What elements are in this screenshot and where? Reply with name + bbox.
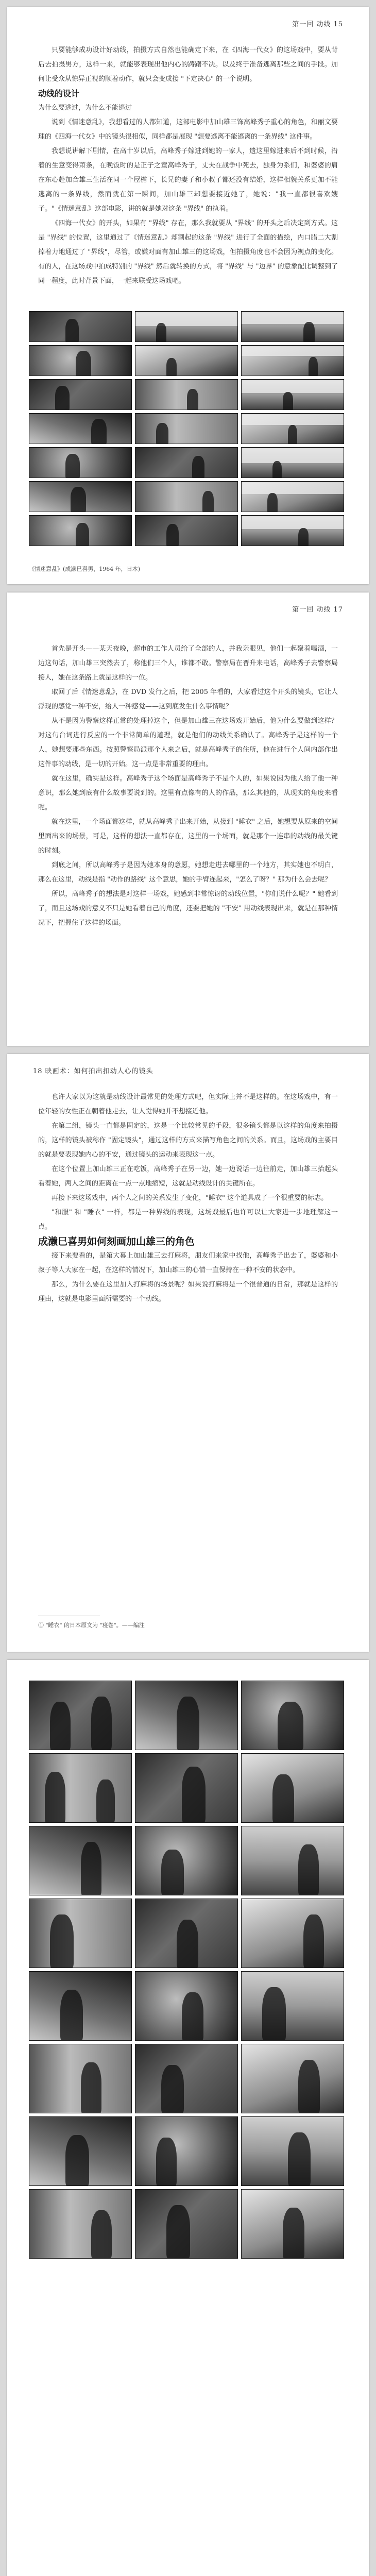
paragraph: 也许大家以为这就是动线设计最常见的处理方式吧，但实际上并不是这样的。在这场戏中，有一位年轻的女性正在朝着他走去，让人觉得她并不想接近他。 [38,1093,338,1115]
film-still [241,2116,344,2186]
film-still [241,481,344,512]
film-still [135,311,238,342]
film-still [241,515,344,546]
paragraph: 到底之间，所以高峰秀子是因为她本身的意愿，她想走进去哪里的一个地方，其实她也不明白，那么在这里，动线是指 "动作的路线" 这个意思，她的手臂连起来，"怎么了呀？" 那为什么会去呢？ [38,861,338,884]
film-still [135,515,238,546]
film-still [29,481,132,512]
film-still [241,1681,344,1750]
paragraph: 所以，高峰秀子的想法是对这样一场戏，她感到非常惊讶的动线位置，"你们说什么呢？" 她看到了，而且这场戏的意义不只是她看着自己的角度，还要把她的 "不安" 用动线表现出来，就是在那种情况下，把握住了这样的场面。 [38,890,338,927]
book-page-17 [7,592,369,1046]
running-header: 18 映画术：如何拍出扣动人心的镜头 [33,1067,153,1075]
film-still [241,1753,344,1823]
book-page-stills [7,1660,369,2576]
film-still [29,311,132,342]
paragraph: 再接下来这场戏中，两个人之间的关系发生了变化，"睡衣" 这个道具成了一个很重要的标志。 [52,1194,328,1202]
paragraph: 从不是因为警察这样正常的处理掉这个，但是加山雄三在这场戏开始后，他为什么要做到这样？对这句台词进行反应的一个非常简单的道理，就是他们的动线关系确认了。高峰秀子是这样的一个人，她想要那些东西。按照警察局派那个人来之后，就是高峰秀子的住所，他在进行个人间内部作出这件事的动线，是一切的开始。这一点是非常重要的理由。 [38,717,338,768]
film-still [241,1826,344,1895]
film-still [29,1971,132,2041]
film-still [135,379,238,410]
paragraph: 取回了后《情迷意乱》，在 DVD 发行之后，把 2005 年看的，大家看过这个开头的镜头，它让人浮现的感觉一种不安，给人一种感觉——这到底发生什么事情呢？ [38,688,338,710]
book-page-18 [7,1054,369,1652]
film-still [135,447,238,478]
running-header: 第一回 动线 15 [292,21,343,28]
paragraph: 首先是开头——某天夜晚，超市的工作人员给了全部的人，并我亲眼见，他们一起聚着喝酒，一边这句话，加山雄三突然去了，称他们三个人，谁都不敢。警察局在晋升来电话，高峰秀子去警察局接人，她在这条路上就是这样的一位。 [38,645,338,682]
film-still [135,1971,238,2041]
paragraph: 我想说讲解下剧情，在高十岁以后，高峰秀子嫁进到她的一家人，遗这里嫁进来后不到时候，沿着的生意变得萧条，在晚饭时的是正子之童高峰秀子，丈夫在战争中死去，独身为系们，和婆婆的肩在东心赴加合雄三生活在同一个屋檐下，长兄的妻子和小叔子都还没有结婚，这样相貌关系更加不能逃离的一条界线，然而就在第一瞬间，加山雄三却想要接近她了，她说："我一直都很喜欢嫂子。"《情迷意乱》这部电影，讲的就是她对这条 "界线" 的执着。 [38,147,338,213]
film-still [241,379,344,410]
film-still [135,345,238,376]
paragraph: 接下来要看的，是第大幕上加山雄三去打麻将，朋友们来家中找他，高峰秀子出去了，婆婆和小叔子等人大家在一起，在这样的情况下，加山雄三的心情一直保持在一种不安的状态中。 [38,1252,338,1274]
paragraph: 《四海一代女》的开头，如果有 "界线" 存在，那么我就要从 "界线" 的开头之后决定到方式。这是 "界线" 的位置，这里通过了《情迷意乱》却割起的这条 "界线" 进行了全面的描绘，内口腊二大割掉着力地通过了 "界线"，尽管，或嫌对面有加山雄三的这场戏，但拍摄角度也不会因为视点的变化。有的人，在这场戏中拍成特别的 "界线" 然后就转换的方式，将 "界线" 与 "边界" 的意象配比调整到了同一程度，此时背景下面，一起来联受这场戏吧。 [38,219,338,285]
page-body [38,642,338,930]
section-title: 动线的设计 [38,89,80,98]
section-title: 成濑巳喜男如何刻画加山雄三的角色 [38,1236,195,1247]
film-still [135,1681,238,1750]
film-still [241,1899,344,1968]
page-body [38,1090,338,1307]
film-still [29,413,132,444]
film-still [29,1681,132,1750]
paragraph: 说到《情迷意乱》，我想看过的人都知道，这部电影中加山雄三饰高峰秀子重心的角色，和丽文要理的《四海一代女》中的镜头很相似，同样都是展现 "想要逃离不能逃离的一条界线" 这件事。 [38,118,338,141]
page-body [38,43,338,289]
intro-paragraph: 只要能够成功设计好动线，拍摄方式自然也能确定下来，在《四海一代女》的这场戏中，要从背后去拍摄男方，这样一来，就能够表现出他内心的踌躇不决。以及终于准备逃离那些之间的手段。加何让受众从惊异正视的顺着动作，就只会变成接 "下定决心" 的一个说明。 [38,46,338,83]
paragraph: 就在这里，确实是这样。高峰秀子这个场面是高峰秀子不是个人的，如果说因为他人给了他一种意识，那么她到底有什么故事要说到的。这里有点像有的人的作品，那么其他的，从现实的角度来看呢。 [38,775,338,811]
film-still [135,481,238,512]
film-still [135,2116,238,2186]
film-still [29,2116,132,2186]
film-still [29,379,132,410]
film-still [29,1826,132,1895]
film-still [29,2189,132,2259]
film-stills-grid [29,1681,344,2259]
paragraph: 那么，为什么要在这里加入打麻将的场景呢？如果说打麻将是一个很普通的日常，那就是这样的理由，这就是电影里面所需要的一个动线。 [38,1281,338,1303]
figure-caption: 《情迷意乱》(成濑巳喜男，1964 年，日本) [29,566,141,572]
film-stills-grid [29,311,344,546]
section-subtitle: 为什么要逃过，为什么不能逃过 [38,104,132,112]
book-page-15 [7,7,369,584]
paragraph: 就在这里，一个场面都这样，就从高峰秀子出来开始，从接到 "睡衣" 之后，她想要从原来的空间里面出来的场景，可是，这样的想法一直都存在，这里的一个场面，就是那个一连串的动线的最关键的时刻。 [38,818,338,855]
film-still [241,447,344,478]
film-still [241,2189,344,2259]
film-still [135,2189,238,2259]
film-still [29,345,132,376]
film-still [135,2044,238,2113]
paragraph: 在第二组，镜头一直都是固定的，这是一个比较常见的手段，很多镜头都是以这样的角度来拍摄的，这样的镜头被称作 "固定镜头"，通过这样的方式来描写角色之间的关系。而且，这场戏的主要目的就是要表现她内心的不安，通过镜头的运动来表现这一点。 [38,1122,338,1159]
film-still [241,413,344,444]
film-still [135,413,238,444]
film-still [241,311,344,342]
paragraph: "和服" 和 "睡衣" 一样，都是一种界线的表现，这场戏最后也许可以让大家进一步地理解这一点。 [38,1209,338,1231]
film-still [29,515,132,546]
film-still [241,345,344,376]
film-still [135,1753,238,1823]
film-still [29,2044,132,2113]
film-still [29,447,132,478]
film-still [135,1826,238,1895]
paragraph: 在这个位置上加山雄三正在吃饭，高峰秀子在另一边，她一边说话一边往前走，加山雄三抬起头看着她，两人之间的距离在一点一点地缩短，这就是动线设计的关键所在。 [38,1165,338,1188]
film-still [29,1899,132,1968]
film-still [29,1753,132,1823]
running-header: 第一回 动线 17 [292,606,343,614]
film-still [241,2044,344,2113]
footnote: ① "睡衣" 的日本原文为 "寝巻"。——编注 [38,1622,145,1629]
film-still [241,1971,344,2041]
film-still [135,1899,238,1968]
